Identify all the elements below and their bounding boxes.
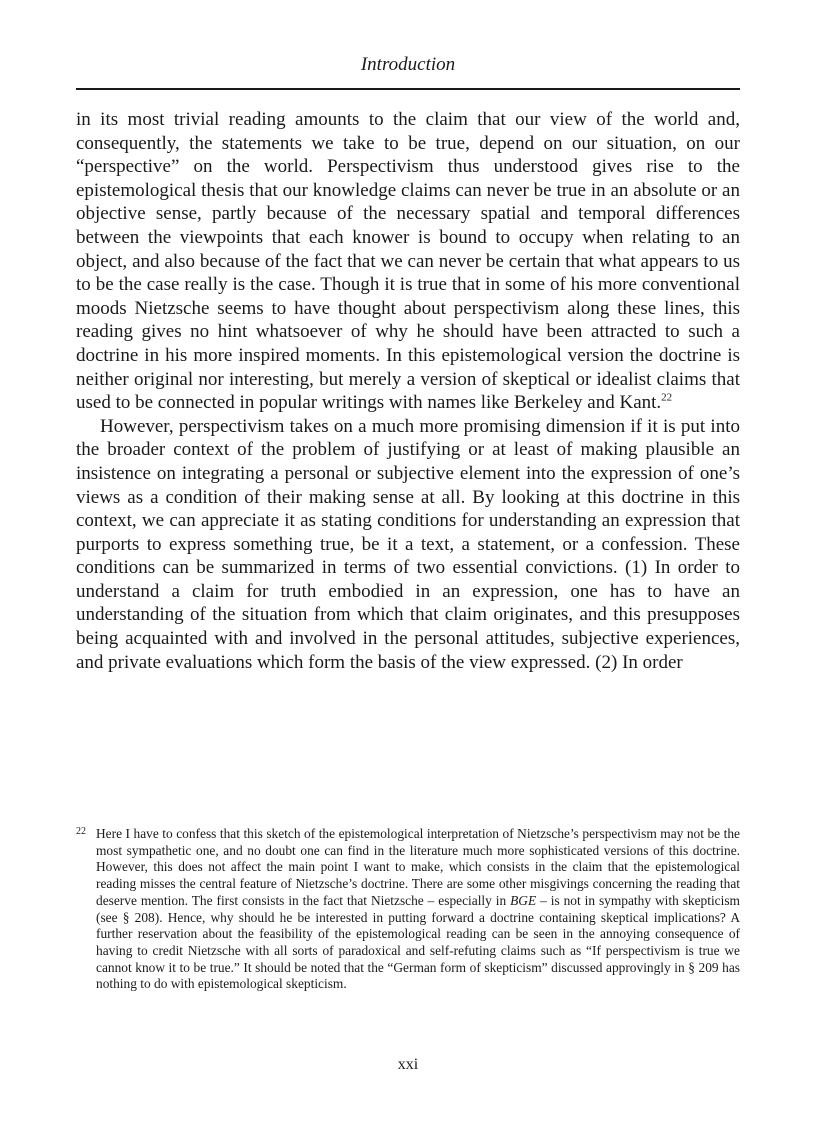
paragraph-1-text: in its most trivial reading amounts to the claim that our view of the world and, consequently, the statements we take to be true, depend on our situation, on our “perspective” on the world. Perspectivism thus understood gives rise to the epistemological thesis that our knowledge claims can never be true in an absolute or an objective sense, partly because of the necessary spatial and temporal differences between the viewpoints that each knower is bound to occupy when relating to an object, and also because of the fact that we can never be certain that what appears to us to be the case really is the case. Though it is true that in some of his more conventional moods Nietzsche seems to have thought about perspectivism along these lines, this reading gives no hint whatsoever of why he should have been attracted to such a doctrine in his more inspired moments. In this epistemological version the doctrine is neither original nor interesting, but merely a version of skeptical or idealist claims that used to be connected in popular writings with names like Berkeley and Kant. (76, 109, 740, 414)
footnote-text (96, 826, 740, 993)
footnote-number: 22 (76, 826, 86, 837)
footnote-22 (76, 826, 740, 993)
footnote-reference[interactable]: 22 (661, 391, 673, 404)
paragraph-2: However, perspectivism takes on a much more promising dimension if it is put into the broader context of the problem of justifying or at least of making plausible an insistence on integrating a personal or subjective element into the expression of one’s views as a condition of their making sense at all. By looking at this doctrine in this context, we can appreciate it as stating conditions for understanding an expression that purports to express something true, be it a text, a statement, or a confession. These conditions can be summarized in terms of two essential convictions. (1) In order to understand a claim for truth embodied in an expression, one has to have an understanding of the situation from which that claim originates, and this presupposes being acquainted with and involved in the personal attitudes, subjective experiences, and private evaluations which form the basis of the view expressed. (2) In order (76, 415, 740, 673)
footnote-bge-abbrev: BGE (510, 892, 537, 908)
main-text (76, 108, 740, 674)
footnote-text-part-1: Here I have to confess that this sketch of the epistemological interpretation of Nietzsche’s perspectivism may not be the most sympathetic one, and no doubt one can find in the literature much more sophisticated versions of this doctrine. However, this does not affect the main point I want to make, which consists in the claim that the epistemological reading misses the central feature of Nietzsche’s doctrine. There are some other misgivings concerning the reading that deserve mention. The first consists in the fact that Nietzsche – especially in (96, 826, 740, 908)
footnote-text-part-2: – is not in sympathy with skepticism (see § 208). Hence, why should he be interested in putting forward a doctrine containing skeptical implications? A further reservation about the feasibility of the epistemological reading can be seen in the annoying consequence of having to credit Nietzsche with all sorts of paradoxical and self-refuting claims such as “If perspectivism is true we cannot know it to be true.” It should be noted that the “German form of skepticism” discussed approvingly in § 209 has nothing to do with epistemological skepticism. (96, 892, 740, 992)
header-rule (76, 88, 740, 90)
running-header: Introduction (360, 54, 456, 75)
page-number: xxi (397, 1056, 419, 1073)
paragraph-1 (76, 108, 740, 415)
